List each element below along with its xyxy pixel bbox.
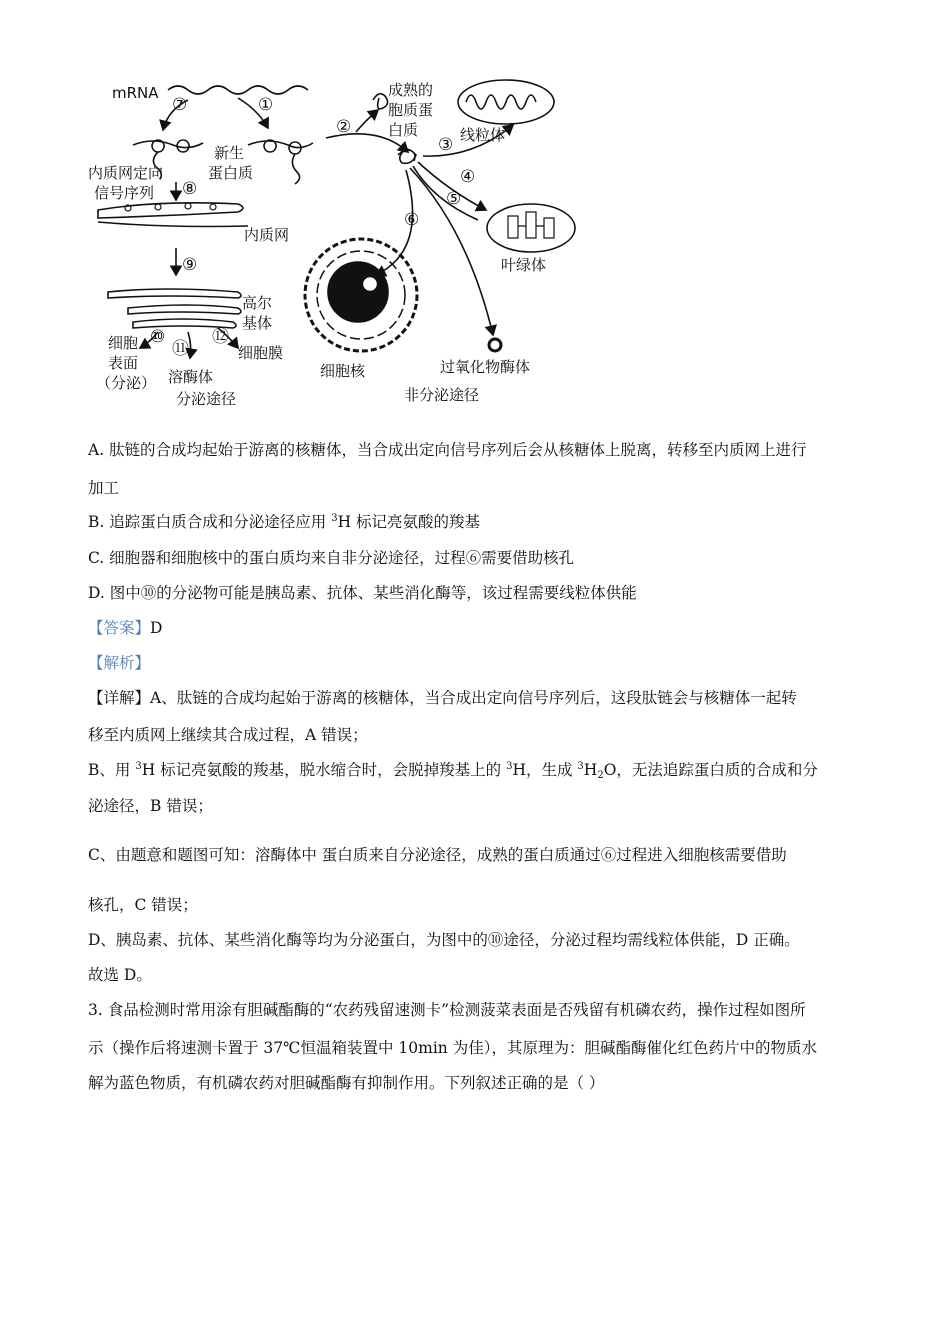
detail-a-line1: 【详解】A、肽链的合成均起始于游离的核糖体，当合成出定向信号序列后，这段肽链会与核糖体一起转 — [88, 689, 797, 707]
label-peroxisome: 过氧化物酶体 — [440, 358, 531, 376]
mature-protein — [373, 94, 388, 109]
label-c1: ① — [258, 95, 274, 115]
label-c12: ⑫ — [212, 327, 229, 347]
detail-b-line1: B、用 $^3$H 标记亮氨酸的羧基，脱水缩合时，会脱掉羧基上的 $^3$H，生成 $^3H_2O$，无法追踪蛋白质的合成和分 — [88, 761, 818, 781]
label-c7: ⑦ — [172, 95, 188, 115]
label-lysosome: 溶酶体 — [168, 368, 214, 386]
label-mature-3: 白质 — [388, 121, 419, 139]
label-c9: ⑨ — [182, 255, 198, 275]
label-new-protein-2: 蛋白质 — [208, 164, 254, 182]
label-c11: ⑪ — [172, 339, 189, 359]
label-c8: ⑧ — [182, 179, 198, 199]
label-c5: ⑤ — [446, 189, 462, 209]
analysis-tag: 【解析】 — [88, 654, 151, 672]
label-c4: ④ — [460, 167, 476, 187]
label-c2: ② — [336, 117, 352, 137]
label-surface-3: （分泌） — [96, 374, 157, 392]
detail-c-line1: C、由题意和题图可知：溶酶体中 蛋白质来自分泌途径，成熟的蛋白质通过⑥过程进入细胞核需要借助 — [88, 846, 787, 864]
label-golgi-2: 基体 — [242, 314, 273, 332]
ribosome-chain-right — [248, 140, 313, 184]
option-b: B. 追踪蛋白质合成和分泌途径应用 $^3$H 标记亮氨酸的羧基 — [88, 513, 481, 531]
endoplasmic-reticulum — [98, 203, 248, 227]
label-mature-1: 成熟的 — [388, 81, 434, 99]
answer — [88, 618, 162, 638]
mrna-strand — [168, 86, 308, 94]
label-new-protein-1: 新生 — [214, 144, 245, 162]
option-a-line1: A. 肽链的合成均起始于游离的核糖体，当合成出定向信号序列后会从核糖体上脱离，转移至内质网上进行 — [88, 441, 807, 459]
option-c: C. 细胞器和细胞核中的蛋白质均来自非分泌途径，过程⑥需要借助核孔 — [88, 549, 575, 567]
answer-tag: 【答案】 — [88, 619, 151, 637]
golgi-apparatus — [108, 289, 241, 328]
label-surface-2: 表面 — [108, 354, 139, 372]
chloroplast — [487, 204, 575, 252]
answer-value: D — [150, 619, 163, 637]
label-er-signal-2: 信号序列 — [94, 184, 155, 202]
label-er-signal-1: 内质网定向 — [88, 164, 164, 182]
label-nucleus: 细胞核 — [320, 362, 366, 380]
label-golgi-1: 高尔 — [242, 294, 273, 312]
label-surface-1: 细胞 — [108, 334, 139, 352]
label-mature-2: 胞质蛋 — [388, 101, 434, 119]
label-non-secretory: 非分泌途径 — [404, 386, 480, 404]
peroxisome — [489, 339, 501, 351]
label-membrane: 细胞膜 — [238, 344, 284, 362]
question3-line2: 示（操作后将速测卡置于 37℃恒温箱装置中 10min 为佳），其原理为：胆碱酯酶催化红色药片中的物质水 — [88, 1039, 817, 1057]
protein-sorting-diagram — [88, 70, 588, 415]
label-c10: ⑩ — [150, 327, 166, 347]
label-secretory-path: 分泌途径 — [176, 390, 237, 408]
label-c3: ③ — [438, 135, 454, 155]
label-c6: ⑥ — [404, 210, 420, 230]
detail-b-line2: 泌途径，B 错误； — [88, 797, 213, 815]
label-mitochondria: 线粒体 — [460, 126, 506, 144]
label-er: 内质网 — [244, 226, 290, 244]
detail-a-line2: 移至内质网上继续其合成过程，A 错误； — [88, 726, 368, 744]
option-a-line2: 加工 — [88, 479, 120, 497]
arrow-2-up — [356, 110, 378, 132]
question3-line3: 解为蓝色物质，有机磷农药对胆碱酯酶有抑制作用。下列叙述正确的是（ ） — [88, 1074, 605, 1092]
option-d: D. 图中⑩的分泌物可能是胰岛素、抗体、某些消化酶等，该过程需要线粒体供能 — [88, 584, 637, 602]
label-mrna: mRNA — [112, 84, 159, 102]
question3-line1: 3. 食品检测时常用涂有胆碱酯酶的“农药残留速测卡”检测菠菜表面是否残留有机磷农药，操作过程如图所 — [88, 1001, 806, 1019]
detail-c-line2: 核孔，C 错误； — [88, 896, 198, 914]
label-chloroplast: 叶绿体 — [501, 256, 547, 274]
conclusion: 故选 D。 — [88, 966, 152, 984]
detail-d-line: D、胰岛素、抗体、某些消化酶等均为分泌蛋白，为图中的⑩途径，分泌过程均需线粒体供能，D 正确。 — [88, 931, 800, 949]
